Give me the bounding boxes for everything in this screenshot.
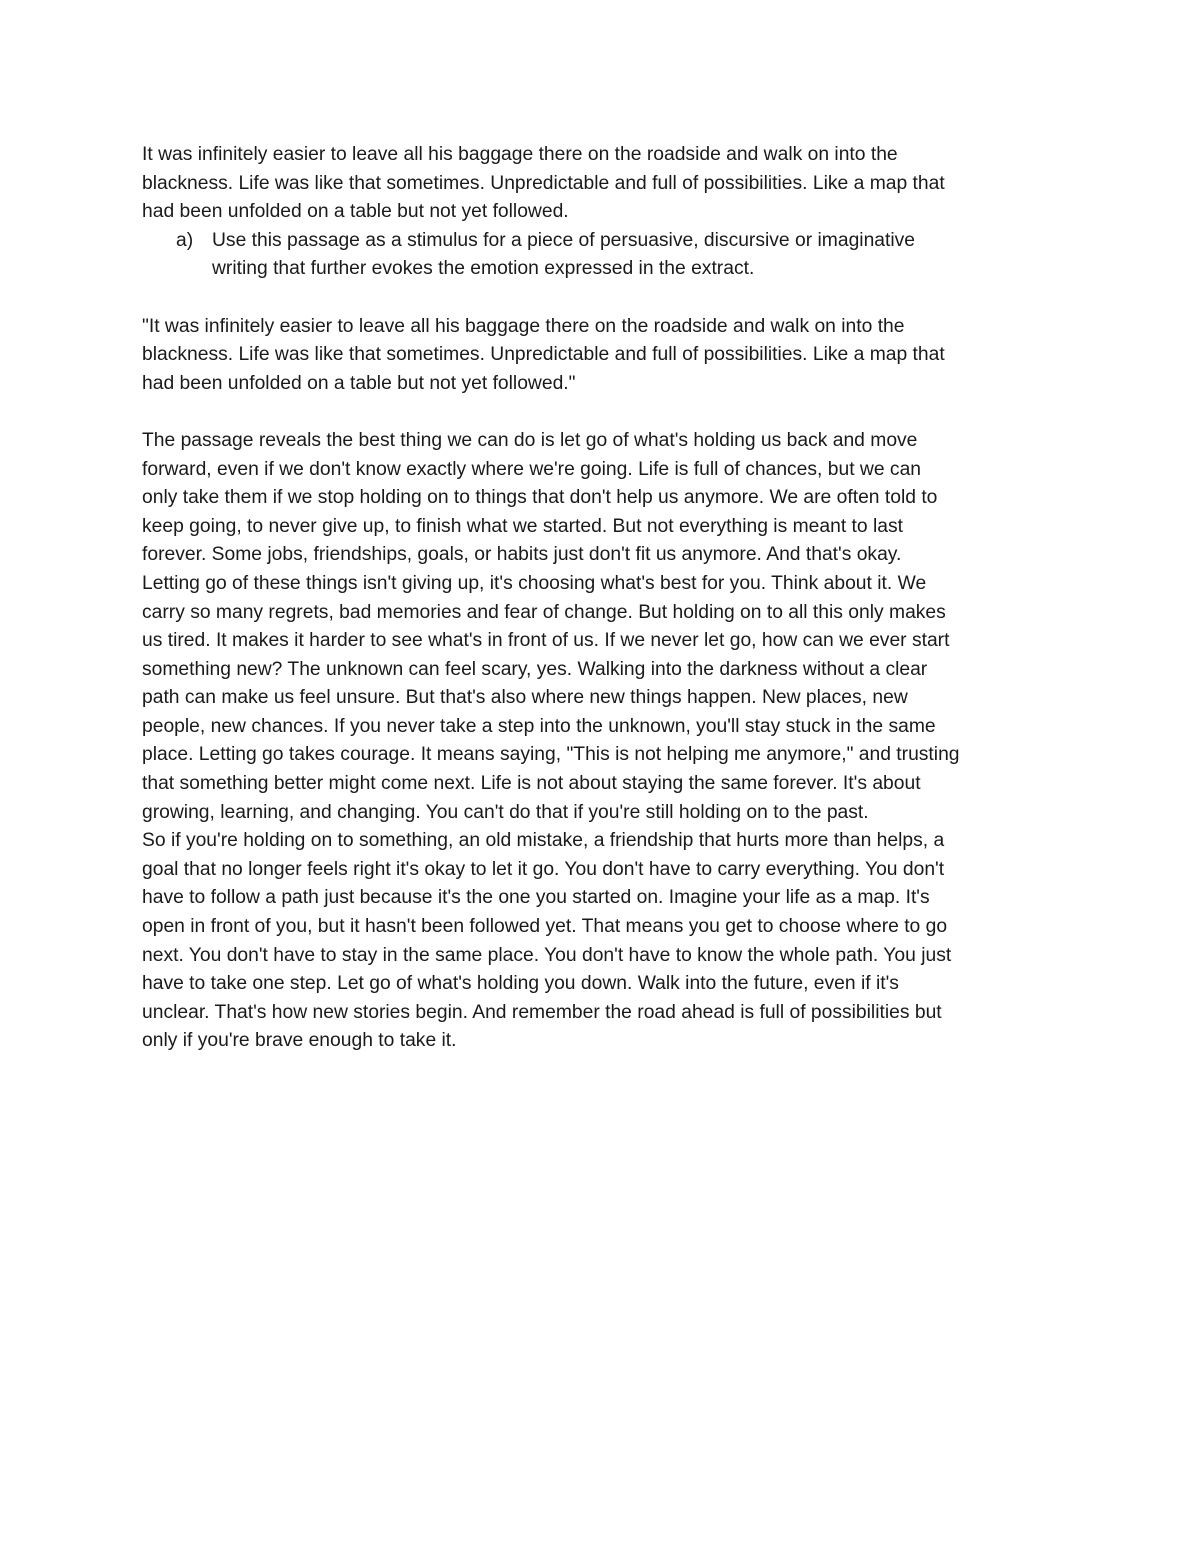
essay-paragraph [142,427,1062,1056]
essay-line: something new? The unknown can feel scary, yes. Walking into the darkness without a clear [142,658,928,680]
essay-line: place. Letting go takes courage. It means saying, "This is not helping me anymore," and trusting [142,744,960,766]
essay-line: have to take one step. Let go of what's holding you down. Walk into the future, even if it's [142,973,899,995]
question-line: Use this passage as a stimulus for a piece of persuasive, discursive or imaginative [212,229,916,251]
intro-paragraph [142,141,1062,227]
essay-line: unclear. That's how new stories begin. And remember the road ahead is full of possibilities but [142,1001,942,1023]
essay-line: people, new chances. If you never take a step into the unknown, you'll stay stuck in the same [142,715,936,737]
quote-paragraph [142,313,1062,399]
essay-line: The passage reveals the best thing we can do is let go of what's holding us back and move [142,429,918,451]
essay-line: forever. Some jobs, friendships, goals, or habits just don't fit us anymore. And that's okay. [142,544,902,566]
essay-line: only take them if we stop holding on to things that don't help us anymore. We are often told to [142,487,938,509]
essay-line: goal that no longer feels right it's okay to let it go. You don't have to carry everything. You don't [142,858,945,880]
essay-line: us tired. It makes it harder to see what's in front of us. If we never let go, how can we ever start [142,630,950,652]
essay-line: open in front of you, but it hasn't been followed yet. That means you get to choose where to go [142,916,948,938]
question-marker: a) [176,229,194,251]
essay-line: growing, learning, and changing. You can't do that if you're still holding on to the past. [142,801,869,823]
essay-line: path can make us feel unsure. But that's also where new things happen. New places, new [142,687,908,709]
quote-line: "It was infinitely easier to leave all his baggage there on the roadside and walk on into the [142,315,905,337]
document-body [142,141,1062,1056]
essay-line: forward, even if we don't know exactly where we're going. Life is full of chances, but we can [142,458,922,480]
question-line: writing that further evokes the emotion expressed in the extract. [212,258,755,280]
intro-line: It was infinitely easier to leave all his baggage there on the roadside and walk on into the [142,144,898,165]
essay-line: have to follow a path just because it's the one you started on. Imagine your life as a map. It's [142,887,930,909]
quote-line: blackness. Life was like that sometimes. Unpredictable and full of possibilities. Like a map that [142,344,945,366]
essay-line: Letting go of these things isn't giving up, it's choosing what's best for you. Think about it. We [142,572,927,594]
essay-line: only if you're brave enough to take it. [142,1030,457,1052]
essay-line: that something better might come next. Life is not about staying the same forever. It's about [142,773,921,795]
essay-line: So if you're holding on to something, an old mistake, a friendship that hurts more than helps, a [142,830,945,852]
intro-line: had been unfolded on a table but not yet followed. [142,201,569,223]
essay-line: carry so many regrets, bad memories and fear of change. But holding on to all this only makes [142,601,946,623]
intro-line: blackness. Life was like that sometimes. Unpredictable and full of possibilities. Like a map that [142,172,945,194]
quote-line: had been unfolded on a table but not yet followed." [142,372,576,394]
essay-line: next. You don't have to stay in the same place. You don't have to know the whole path. You just [142,944,952,966]
essay-line: keep going, to never give up, to finish what we started. But not everything is meant to last [142,515,903,537]
spacer [142,284,1062,313]
question-item [142,227,1062,284]
spacer [142,398,1062,427]
